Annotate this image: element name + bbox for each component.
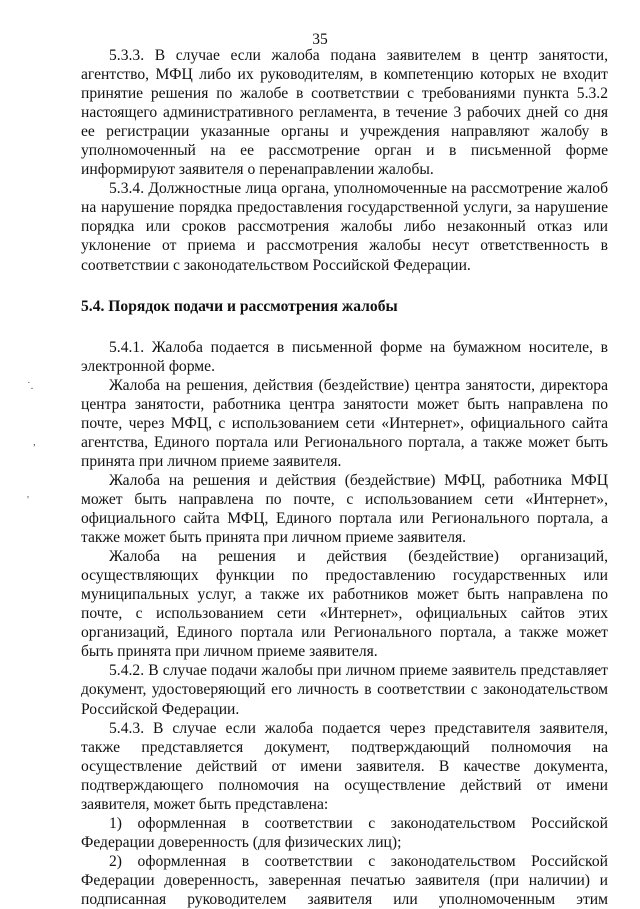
paragraph-complaint-mfc: Жалоба на решения и действия (бездействие) МФЦ, работника МФЦ может быть направлена по почте, с использованием сети «Интернет», официального сайта МФЦ, Единого портала или Регионального портала, а также может быть принята при личном приеме заявителя. [81,471,608,547]
scan-mark: ' [27,494,29,506]
paragraph-5-4-3: 5.4.3. В случае если жалоба подается через представителя заявителя, также представляется документ, подтверждающий полномочия на осуществление действий от имени заявителя. В качестве документа, подтверждающего полномочия на осуществление действий от имени заявителя, может быть представлена: [81,719,608,813]
list-item-1: 1) оформленная в соответствии с законодательством Российской Федерации доверенность (для физических лиц); [81,814,608,851]
paragraph-complaint-center: Жалоба на решения, действия (бездействие) центра занятости, директора центра занятости, работника центра занятости может быть направлена по почте, через МФЦ, с использованием сети «Интернет», официального сайта агентства, Единого портала или Регионального портала, а также может быть принята при личном приеме заявителя. [81,376,608,470]
list-item-2: 2) оформленная в соответствии с законодательством Российской Федерации доверенность, заверенная печатью заявителя (при наличии) и подписанная руководителем заявителя или уполномоченным этим [81,852,608,908]
paragraph-5-4-2: 5.4.2. В случае подачи жалобы при личном приеме заявитель представляет документ, удостоверяющий его личность в соответствии с законодательством Российской Федерации. [81,662,608,718]
scan-mark: ˙. [27,380,34,392]
section-heading: 5.4. Порядок подачи и рассмотрения жалобы [81,297,398,315]
page-number: 35 [312,31,328,48]
paragraph-complaint-organizations: Жалоба на решения и действия (бездействие) организаций, осуществляющих функции по предоставлению государственных или муниципальных услуг, а также их работников может быть направлена по почте, с использованием сети «Интернет», официальных сайтов этих организаций, Единого портала или Регионального портала, а также может быть принята при личном приеме заявителя. [81,548,608,661]
paragraph-5-3-4: 5.3.4. Должностные лица органа, уполномоченные на рассмотрение жалоб на нарушение порядка предоставления государственной услуги, за нарушение порядка или сроков рассмотрения жалобы либо незаконный отказ или уклонение от приема и рассмотрения жалобы несут ответственность в соответствии с законодательством Российской Федерации. [81,180,608,274]
document-body [81,46,608,909]
paragraph-5-4-1: 5.4.1. Жалоба подается в письменной форме на бумажном носителе, в электронной форме. [81,338,608,375]
scan-mark: , [33,436,36,448]
paragraph-5-3-3: 5.3.3. В случае если жалоба подана заявителем в центр занятости, агентство, МФЦ либо их руководителям, в компетенцию которых не входит принятие решения по жалобе в соответствии с требованиями пункта 5.3.2 настоящего административного регламента, в течение 3 рабочих дней со дня ее регистрации указанные органы и учреждения направляют жалобу в уполномоченный на ее рассмотрение орган и в письменной форме информируют заявителя о перенаправлении жалобы. [81,47,608,179]
